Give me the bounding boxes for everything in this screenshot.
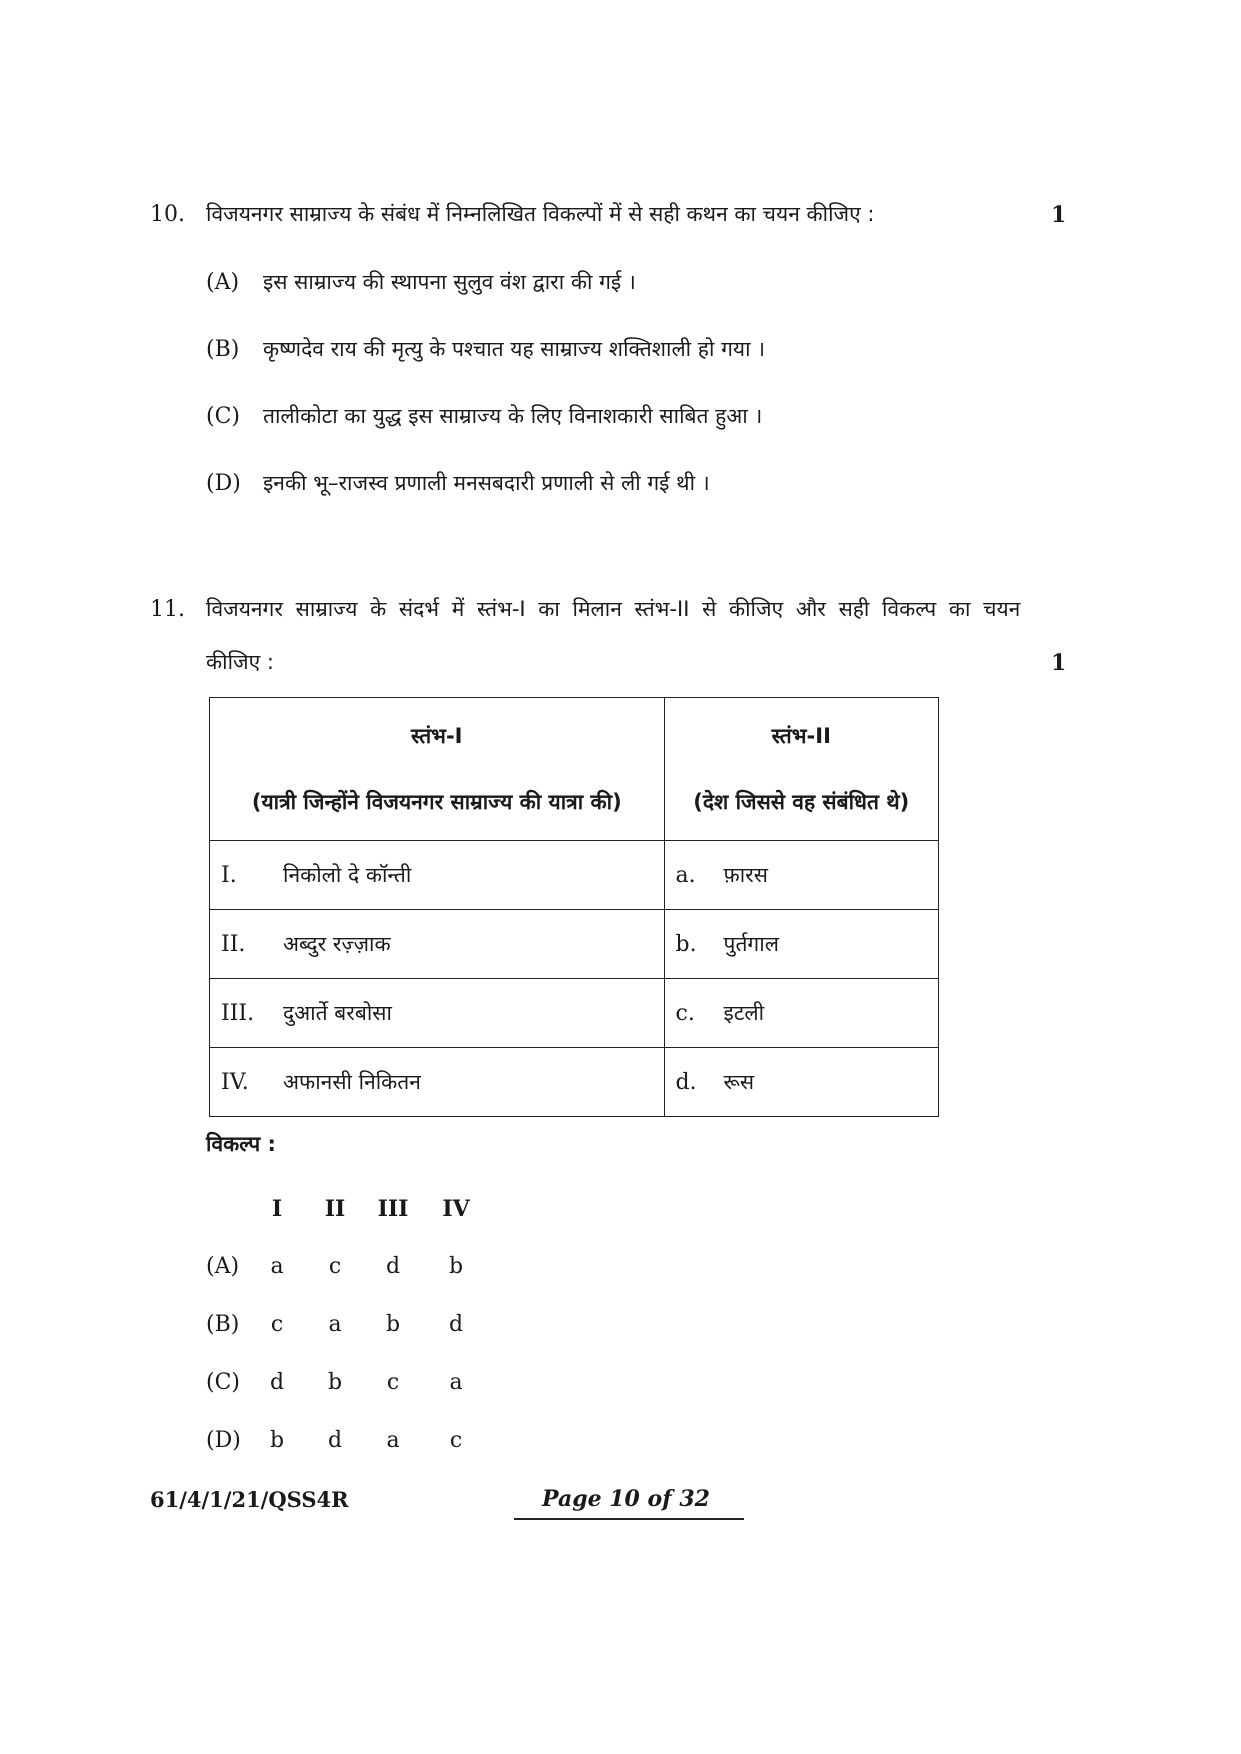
option-d-value: d — [327, 1428, 343, 1453]
q10-option-d-label: (D) — [206, 471, 241, 496]
q10-option-a-text: इस साम्राज्य की स्थापना सुलुव वंश द्वारा की गई । — [263, 270, 636, 294]
q10-option-b-label: (B) — [206, 337, 240, 362]
traveller-cell — [210, 979, 665, 1048]
column-1-title: स्तंभ-I — [411, 724, 463, 748]
row-letter: a. — [675, 863, 696, 888]
options-label: विकल्प : — [206, 1132, 276, 1156]
q10-text: विजयनगर साम्राज्य के संबंध में निम्नलिखित विकल्पों में से सही कथन का चयन कीजिए : — [206, 202, 875, 226]
traveller-name: अफानसी निकितन — [283, 1070, 421, 1094]
option-c-value: d — [269, 1370, 285, 1395]
table-row — [210, 841, 939, 910]
option-b-value: a — [328, 1312, 342, 1337]
country-name: पुर्तगाल — [723, 932, 779, 956]
country-cell — [664, 841, 938, 910]
option-header-ii: II — [324, 1196, 346, 1222]
country-name: फ़ारस — [723, 863, 768, 887]
option-d-value: c — [449, 1428, 463, 1453]
q11-text-line2: कीजिए : — [206, 650, 274, 674]
q11-number: 11. — [150, 597, 185, 622]
q10-option-c-label: (C) — [206, 404, 240, 429]
column-2-title: स्तंभ-II — [771, 724, 831, 748]
page-number-underline — [514, 1518, 744, 1520]
option-c-value: c — [386, 1370, 400, 1395]
q11-text-line1: विजयनगर साम्राज्य के संदर्भ में स्तंभ-I का मिलान स्तंभ-II से कीजिए और सही विकल्प का चयन — [206, 597, 1021, 621]
option-b-value: c — [270, 1312, 284, 1337]
row-number: I. — [221, 863, 237, 888]
option-a-label: (A) — [206, 1254, 240, 1279]
traveller-name: दुआर्ते बरबोसा — [283, 1001, 392, 1025]
traveller-name: निकोलो दे कॉन्ती — [283, 863, 412, 887]
option-a-value: a — [270, 1254, 284, 1279]
column-2-header — [664, 698, 938, 841]
q11-marks: 1 — [1051, 650, 1067, 676]
q10-option-b-text: कृष्णदेव राय की मृत्यु के पश्चात यह साम्राज्य शक्तिशाली हो गया । — [263, 337, 766, 361]
q10-number: 10. — [150, 202, 185, 227]
option-d-value: b — [269, 1428, 285, 1453]
country-name: रूस — [723, 1070, 755, 1094]
q10-marks: 1 — [1051, 202, 1067, 228]
option-header-i: I — [271, 1196, 283, 1222]
column-1-subtitle: (यात्री जिन्होंने विजयनगर साम्राज्य की यात्रा की) — [251, 790, 622, 814]
match-table — [209, 697, 939, 1117]
page-number: Page 10 of 32 — [542, 1486, 710, 1512]
option-c-value: a — [449, 1370, 463, 1395]
traveller-cell — [210, 841, 665, 910]
paper-code: 61/4/1/21/QSS4R — [150, 1487, 349, 1512]
country-cell — [664, 979, 938, 1048]
column-2-subtitle: (देश जिससे वह संबंधित थे) — [693, 790, 910, 814]
q10-option-a-label: (A) — [206, 270, 240, 295]
table-row — [210, 1048, 939, 1117]
country-name: इटली — [723, 1001, 765, 1025]
option-a-value: d — [385, 1254, 401, 1279]
traveller-cell — [210, 1048, 665, 1117]
option-a-value: b — [448, 1254, 464, 1279]
q10-option-d-text: इनकी भू–राजस्व प्रणाली मनसबदारी प्रणाली से ली गई थी । — [263, 471, 710, 495]
row-number: III. — [221, 1001, 255, 1026]
column-1-header — [210, 698, 665, 841]
option-header-iv: IV — [442, 1196, 470, 1222]
option-c-label: (C) — [206, 1370, 240, 1395]
match-table-header — [210, 698, 939, 841]
option-d-value: a — [386, 1428, 400, 1453]
table-row — [210, 910, 939, 979]
option-b-value: d — [448, 1312, 464, 1337]
row-letter: c. — [675, 1001, 695, 1026]
row-letter: b. — [675, 932, 697, 957]
country-cell — [664, 910, 938, 979]
option-c-value: b — [327, 1370, 343, 1395]
q10-option-c-text: तालीकोटा का युद्ध इस साम्राज्य के लिए विनाशकारी साबित हुआ । — [263, 404, 763, 428]
row-letter: d. — [675, 1070, 697, 1095]
option-b-label: (B) — [206, 1312, 240, 1337]
option-b-value: b — [385, 1312, 401, 1337]
row-number: II. — [221, 932, 246, 957]
traveller-cell — [210, 910, 665, 979]
country-cell — [664, 1048, 938, 1117]
option-a-value: c — [328, 1254, 342, 1279]
option-d-label: (D) — [206, 1428, 241, 1453]
table-row — [210, 979, 939, 1048]
row-number: IV. — [221, 1070, 249, 1095]
option-header-iii: III — [377, 1196, 409, 1222]
traveller-name: अब्दुर रज़्ज़ाक — [283, 932, 391, 956]
